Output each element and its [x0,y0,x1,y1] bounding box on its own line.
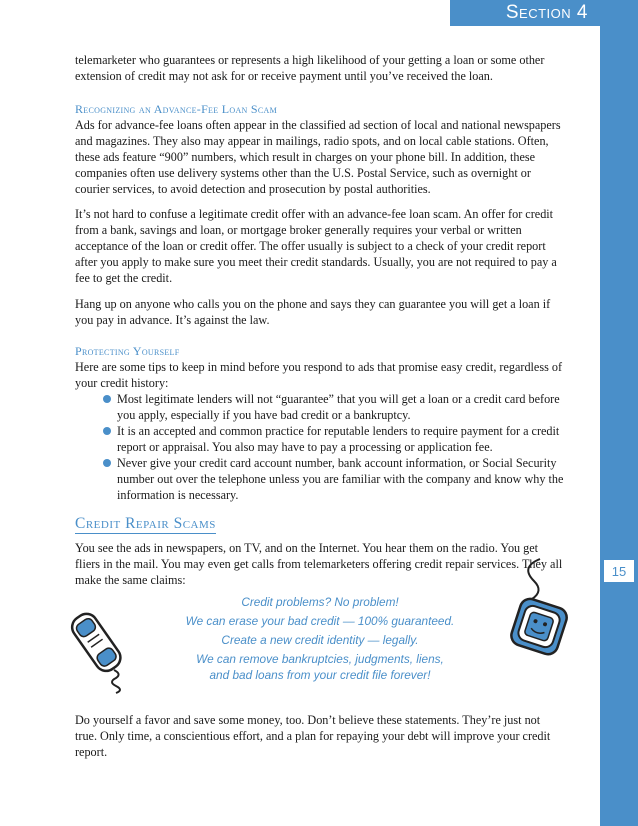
side-bar-top [600,0,638,26]
claim-line: and bad loans from your credit file forever! [209,668,431,682]
recognizing-paragraph-2: It’s not hard to confuse a legitimate credit offer with an advance-fee loan scam. An offer for credit from a bank, savings and loan, or mortgage broker generally requires your verbal or written acceptance of the loan or credit offer. The offer usually is subject to a check of your credit report after you apply to make sure you meet their credit standards. Usually, you are not required to pay a fee to get the credit. [75,207,557,285]
intro-paragraph: telemarketer who guarantees or represents a high likelihood of your getting a loan or some other extension of credit may not ask for or receive payment until you’ve received the loan. [75,53,545,83]
claim-line: Credit problems? No problem! [241,595,399,609]
side-bar [600,26,638,826]
credit-repair-heading: Credit Repair Scams [75,515,216,532]
claims-block [75,594,565,683]
tips-list [75,391,578,503]
protecting-intro: Here are some tips to keep in mind before you respond to ads that promise easy credit, regardless of your credit history: [75,360,563,390]
list-item: It is an accepted and common practice for reputable lenders to require payment for a credit report or appraisal. You also may have to pay a processing or application fee. [103,423,578,455]
credit-repair-paragraph-1: You see the ads in newspapers, on TV, and on the Internet. You hear them on the radio. You get fliers in the mail. You may even get calls from telemarketers offering credit repair services. They all make the same claims: [75,541,563,587]
recognizing-heading: Recognizing an Advance-Fee Loan Scam [75,102,277,116]
recognizing-paragraph-3: Hang up on anyone who calls you on the phone and says they can guarantee you will get a loan if you pay in advance. It’s against the law. [75,297,551,327]
telephone-icon [500,555,575,665]
claim-line: Create a new credit identity — legally. [221,633,419,647]
claim-line: We can erase your bad credit — 100% guaranteed. [185,614,455,628]
bullet-icon [103,395,111,403]
credit-repair-paragraph-2: Do yourself a favor and save some money, too. Don’t believe these statements. They’re just not true. Only time, a conscientious effort, and a plan for repaying your debt will improve your credit report. [75,713,551,759]
bullet-icon [103,459,111,467]
list-item: Never give your credit card account number, bank account information, or Social Security number out over the telephone unless you are familiar with the company and know why the information is necessary. [103,455,578,503]
recognizing-paragraph-1: Ads for advance-fee loans often appear in the classified ad section of local and national newspapers and magazines. They also may appear in mailings, radio spots, and on local cable stations. Often, these ads feature “900” numbers, which result in charges on your phone bill. In addition, these companies often use delivery systems other than the U.S. Postal Service, such as overnight or courier services, to avoid detection and prosecution by postal authorities. [75,118,561,196]
list-item: Most legitimate lenders will not “guarantee” that you will get a loan or a credit card before you apply, especially if you have bad credit or a bankruptcy. [103,391,578,423]
protecting-heading: Protecting Yourself [75,344,180,358]
claim-line: We can remove bankruptcies, judgments, liens, [196,652,444,666]
page-number: 15 [604,560,634,582]
section-label: Section 4 [450,0,600,26]
phone-handset-icon [68,600,138,695]
bullet-icon [103,427,111,435]
